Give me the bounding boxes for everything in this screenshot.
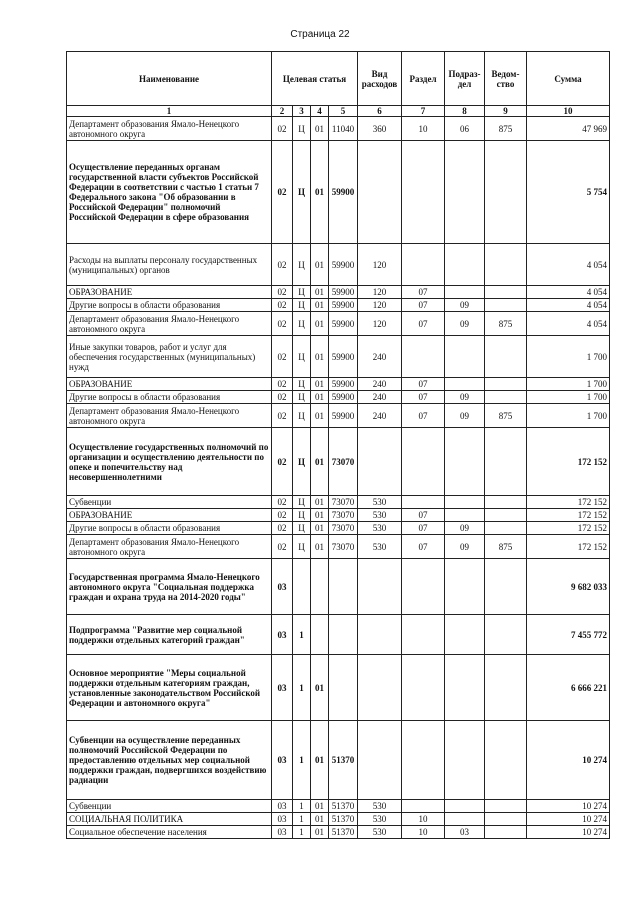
row-program-code: 02 <box>272 117 293 141</box>
row-direction-code: 51370 <box>329 813 358 826</box>
row-subprogram-code: 1 <box>293 800 311 813</box>
row-program-code: 02 <box>272 312 293 336</box>
row-expense-type: 530 <box>358 509 402 522</box>
row-section: 07 <box>402 286 445 299</box>
row-department <box>485 800 527 813</box>
table-row <box>67 299 610 312</box>
column-number-row <box>67 106 610 117</box>
column-number: 2 <box>272 106 293 117</box>
row-expense-type: 120 <box>358 299 402 312</box>
row-subprogram-code: 1 <box>293 655 311 721</box>
row-subsection: 09 <box>445 404 485 428</box>
row-amount: 10 274 <box>527 813 610 826</box>
row-department: 875 <box>485 535 527 559</box>
row-expense-type: 240 <box>358 391 402 404</box>
row-event-code: 01 <box>311 244 329 286</box>
row-program-code: 03 <box>272 800 293 813</box>
row-subprogram-code: Ц <box>293 391 311 404</box>
row-expense-type: 120 <box>358 312 402 336</box>
table-row <box>67 336 610 378</box>
table-row <box>67 509 610 522</box>
row-department <box>485 721 527 800</box>
table-row <box>67 378 610 391</box>
row-expense-type: 240 <box>358 404 402 428</box>
row-program-code: 03 <box>272 813 293 826</box>
row-event-code: 01 <box>311 509 329 522</box>
header-target-article: Целевая статья <box>272 52 358 106</box>
row-direction-code: 59900 <box>329 404 358 428</box>
row-event-code: 01 <box>311 391 329 404</box>
table-row <box>67 244 610 286</box>
row-expense-type: 120 <box>358 286 402 299</box>
row-name: Основное мероприятие "Меры социальной поддержки отдельным категориям граждан, установленные законодательством Российской Федерации и автономного округа" <box>67 655 272 721</box>
table-row <box>67 655 610 721</box>
row-department <box>485 244 527 286</box>
row-section <box>402 244 445 286</box>
row-department <box>485 141 527 244</box>
row-subprogram-code: Ц <box>293 522 311 535</box>
row-direction-code: 51370 <box>329 826 358 839</box>
row-subprogram-code: Ц <box>293 299 311 312</box>
row-amount: 172 152 <box>527 535 610 559</box>
row-program-code: 02 <box>272 141 293 244</box>
row-department <box>485 813 527 826</box>
row-subprogram-code: 1 <box>293 721 311 800</box>
row-amount: 1 700 <box>527 336 610 378</box>
row-direction-code: 59900 <box>329 378 358 391</box>
row-section <box>402 428 445 496</box>
row-subprogram-code: Ц <box>293 404 311 428</box>
row-program-code: 03 <box>272 826 293 839</box>
row-section <box>402 496 445 509</box>
row-event-code: 01 <box>311 404 329 428</box>
row-name: Осуществление государственных полномочий по организации и осуществлению деятельности по опеке и попечительству над несовершеннолетними <box>67 428 272 496</box>
row-program-code: 03 <box>272 615 293 655</box>
page-number-label: Страница 22 <box>290 29 350 40</box>
row-amount: 10 274 <box>527 721 610 800</box>
row-expense-type <box>358 721 402 800</box>
row-amount: 5 754 <box>527 141 610 244</box>
row-program-code: 02 <box>272 336 293 378</box>
row-program-code: 03 <box>272 721 293 800</box>
row-name: Субвенции <box>67 800 272 813</box>
row-section: 07 <box>402 509 445 522</box>
row-name: Субвенции <box>67 496 272 509</box>
row-direction-code: 59900 <box>329 141 358 244</box>
row-amount: 4 054 <box>527 286 610 299</box>
table-body <box>67 117 610 839</box>
row-direction-code: 59900 <box>329 299 358 312</box>
row-name: Департамент образования Ямало-Ненецкого автономного округа <box>67 535 272 559</box>
row-department <box>485 496 527 509</box>
row-subprogram-code: Ц <box>293 509 311 522</box>
row-subsection: 09 <box>445 522 485 535</box>
row-section <box>402 559 445 615</box>
row-name: Другие вопросы в области образования <box>67 522 272 535</box>
row-direction-code: 73070 <box>329 522 358 535</box>
row-subsection <box>445 509 485 522</box>
row-expense-type: 240 <box>358 378 402 391</box>
table-row <box>67 312 610 336</box>
row-name: Департамент образования Ямало-Ненецкого автономного округа <box>67 117 272 141</box>
row-expense-type: 120 <box>358 244 402 286</box>
row-subprogram-code: Ц <box>293 286 311 299</box>
row-department: 875 <box>485 312 527 336</box>
row-event-code: 01 <box>311 312 329 336</box>
row-department <box>485 655 527 721</box>
row-amount: 9 682 033 <box>527 559 610 615</box>
row-amount: 4 054 <box>527 312 610 336</box>
row-program-code: 02 <box>272 509 293 522</box>
row-subprogram-code: Ц <box>293 141 311 244</box>
row-department: 875 <box>485 117 527 141</box>
row-program-code: 02 <box>272 244 293 286</box>
row-subsection <box>445 655 485 721</box>
table-row <box>67 721 610 800</box>
row-amount: 1 700 <box>527 404 610 428</box>
row-event-code: 01 <box>311 428 329 496</box>
table-row <box>67 286 610 299</box>
row-subsection <box>445 141 485 244</box>
row-section <box>402 141 445 244</box>
row-section: 07 <box>402 391 445 404</box>
row-department <box>485 509 527 522</box>
table-row <box>67 800 610 813</box>
row-event-code: 01 <box>311 813 329 826</box>
header-amount: Сумма <box>527 52 610 106</box>
row-section: 10 <box>402 826 445 839</box>
row-name: ОБРАЗОВАНИЕ <box>67 286 272 299</box>
row-subprogram-code: Ц <box>293 378 311 391</box>
table-row <box>67 428 610 496</box>
table-row <box>67 496 610 509</box>
row-subsection <box>445 800 485 813</box>
table-row <box>67 559 610 615</box>
row-department <box>485 336 527 378</box>
header-expense-type: Вид расходов <box>358 52 402 106</box>
row-amount: 10 274 <box>527 800 610 813</box>
row-direction-code <box>329 559 358 615</box>
row-program-code: 02 <box>272 378 293 391</box>
column-number: 3 <box>293 106 311 117</box>
row-department: 875 <box>485 404 527 428</box>
row-program-code: 03 <box>272 655 293 721</box>
row-subsection <box>445 813 485 826</box>
row-amount: 6 666 221 <box>527 655 610 721</box>
row-section <box>402 655 445 721</box>
row-event-code: 01 <box>311 117 329 141</box>
row-section: 07 <box>402 535 445 559</box>
row-subsection <box>445 428 485 496</box>
row-amount: 172 152 <box>527 428 610 496</box>
row-expense-type: 530 <box>358 535 402 559</box>
header-subsection: Подраз-дел <box>445 52 485 106</box>
row-event-code: 01 <box>311 721 329 800</box>
row-subsection: 09 <box>445 312 485 336</box>
row-subsection: 03 <box>445 826 485 839</box>
row-section: 07 <box>402 312 445 336</box>
row-expense-type <box>358 655 402 721</box>
row-program-code: 02 <box>272 391 293 404</box>
row-department <box>485 559 527 615</box>
row-direction-code: 73070 <box>329 428 358 496</box>
row-department <box>485 299 527 312</box>
row-event-code: 01 <box>311 286 329 299</box>
row-direction-code: 73070 <box>329 496 358 509</box>
row-direction-code: 51370 <box>329 721 358 800</box>
row-direction-code <box>329 615 358 655</box>
row-event-code: 01 <box>311 141 329 244</box>
row-subsection <box>445 336 485 378</box>
column-number: 6 <box>358 106 402 117</box>
row-expense-type: 530 <box>358 813 402 826</box>
table-row <box>67 391 610 404</box>
row-direction-code: 59900 <box>329 244 358 286</box>
row-subprogram-code: 1 <box>293 826 311 839</box>
row-subprogram-code: Ц <box>293 244 311 286</box>
row-department <box>485 428 527 496</box>
table-row <box>67 141 610 244</box>
row-direction-code: 59900 <box>329 336 358 378</box>
header-section: Раздел <box>402 52 445 106</box>
row-program-code: 02 <box>272 299 293 312</box>
row-section: 07 <box>402 299 445 312</box>
table-row <box>67 813 610 826</box>
row-subprogram-code <box>293 559 311 615</box>
row-subsection <box>445 496 485 509</box>
row-section <box>402 615 445 655</box>
table-row <box>67 522 610 535</box>
row-direction-code: 51370 <box>329 800 358 813</box>
row-event-code: 01 <box>311 535 329 559</box>
row-program-code: 02 <box>272 535 293 559</box>
row-expense-type: 530 <box>358 826 402 839</box>
row-expense-type: 360 <box>358 117 402 141</box>
row-name: Государственная программа Ямало-Ненецкого автономного округа "Социальная поддержка граждан и охрана труда на 2014-2020 годы" <box>67 559 272 615</box>
row-amount: 1 700 <box>527 391 610 404</box>
row-event-code <box>311 559 329 615</box>
row-name: ОБРАЗОВАНИЕ <box>67 378 272 391</box>
row-subsection: 09 <box>445 299 485 312</box>
row-subprogram-code: Ц <box>293 496 311 509</box>
table-row <box>67 117 610 141</box>
row-subprogram-code: Ц <box>293 535 311 559</box>
row-section <box>402 336 445 378</box>
row-amount: 4 054 <box>527 244 610 286</box>
row-direction-code: 59900 <box>329 391 358 404</box>
column-number: 9 <box>485 106 527 117</box>
row-event-code: 01 <box>311 299 329 312</box>
column-number: 1 <box>67 106 272 117</box>
row-expense-type <box>358 559 402 615</box>
row-section: 10 <box>402 813 445 826</box>
header-row <box>67 52 610 106</box>
row-program-code: 02 <box>272 522 293 535</box>
row-subsection <box>445 721 485 800</box>
row-direction-code: 59900 <box>329 312 358 336</box>
row-subsection: 09 <box>445 535 485 559</box>
row-program-code: 03 <box>272 559 293 615</box>
header-name: Наименование <box>67 52 272 106</box>
row-name: Другие вопросы в области образования <box>67 391 272 404</box>
row-name: Департамент образования Ямало-Ненецкого автономного округа <box>67 404 272 428</box>
budget-table <box>66 51 610 839</box>
row-program-code: 02 <box>272 404 293 428</box>
row-expense-type: 240 <box>358 336 402 378</box>
row-direction-code: 59900 <box>329 286 358 299</box>
header-department: Ведом-ство <box>485 52 527 106</box>
row-amount: 10 274 <box>527 826 610 839</box>
row-amount: 172 152 <box>527 522 610 535</box>
row-subsection <box>445 378 485 391</box>
row-name: ОБРАЗОВАНИЕ <box>67 509 272 522</box>
row-subprogram-code: 1 <box>293 813 311 826</box>
row-expense-type <box>358 428 402 496</box>
row-event-code: 01 <box>311 496 329 509</box>
row-department <box>485 826 527 839</box>
row-amount: 1 700 <box>527 378 610 391</box>
row-section: 10 <box>402 117 445 141</box>
table-row <box>67 535 610 559</box>
row-program-code: 02 <box>272 428 293 496</box>
row-event-code <box>311 615 329 655</box>
row-amount: 4 054 <box>527 299 610 312</box>
row-event-code: 01 <box>311 800 329 813</box>
column-number: 5 <box>329 106 358 117</box>
row-subprogram-code: Ц <box>293 117 311 141</box>
row-subsection <box>445 286 485 299</box>
row-name: Департамент образования Ямало-Ненецкого автономного округа <box>67 312 272 336</box>
row-name: Социальное обеспечение населения <box>67 826 272 839</box>
row-amount: 7 455 772 <box>527 615 610 655</box>
row-subprogram-code: Ц <box>293 336 311 378</box>
row-section <box>402 800 445 813</box>
row-department <box>485 615 527 655</box>
row-amount: 47 969 <box>527 117 610 141</box>
row-event-code: 01 <box>311 655 329 721</box>
row-section: 07 <box>402 378 445 391</box>
row-direction-code: 73070 <box>329 535 358 559</box>
row-subsection <box>445 244 485 286</box>
row-program-code: 02 <box>272 496 293 509</box>
column-number: 4 <box>311 106 329 117</box>
row-name: Субвенции на осуществление переданных полномочий Российской Федерации по предоставлению отдельных мер социальной поддержки граждан, подвергшихся воздействию радиации <box>67 721 272 800</box>
row-name: Подпрограмма "Развитие мер социальной поддержки отдельных категорий граждан" <box>67 615 272 655</box>
row-expense-type: 530 <box>358 496 402 509</box>
row-subsection: 09 <box>445 391 485 404</box>
row-subsection <box>445 559 485 615</box>
row-expense-type <box>358 141 402 244</box>
table-row <box>67 404 610 428</box>
row-expense-type: 530 <box>358 800 402 813</box>
row-direction-code: 73070 <box>329 509 358 522</box>
row-event-code: 01 <box>311 378 329 391</box>
row-department <box>485 391 527 404</box>
row-section: 07 <box>402 404 445 428</box>
row-event-code: 01 <box>311 522 329 535</box>
row-name: Иные закупки товаров, работ и услуг для обеспечения государственных (муниципальных) нужд <box>67 336 272 378</box>
row-program-code: 02 <box>272 286 293 299</box>
row-section <box>402 721 445 800</box>
row-direction-code <box>329 655 358 721</box>
row-event-code: 01 <box>311 826 329 839</box>
table-row <box>67 615 610 655</box>
row-subsection: 06 <box>445 117 485 141</box>
row-subprogram-code: Ц <box>293 312 311 336</box>
column-number: 8 <box>445 106 485 117</box>
row-department <box>485 286 527 299</box>
row-name: СОЦИАЛЬНАЯ ПОЛИТИКА <box>67 813 272 826</box>
row-department <box>485 378 527 391</box>
row-section: 07 <box>402 522 445 535</box>
column-number: 7 <box>402 106 445 117</box>
row-expense-type: 530 <box>358 522 402 535</box>
row-department <box>485 522 527 535</box>
row-amount: 172 152 <box>527 496 610 509</box>
row-subprogram-code: Ц <box>293 428 311 496</box>
row-name: Расходы на выплаты персоналу государственных (муниципальных) органов <box>67 244 272 286</box>
column-number: 10 <box>527 106 610 117</box>
row-event-code: 01 <box>311 336 329 378</box>
row-direction-code: 11040 <box>329 117 358 141</box>
row-expense-type <box>358 615 402 655</box>
row-amount: 172 152 <box>527 509 610 522</box>
row-subprogram-code: 1 <box>293 615 311 655</box>
row-name: Другие вопросы в области образования <box>67 299 272 312</box>
table-row <box>67 826 610 839</box>
row-name: Осуществление переданных органам государственной власти субъектов Российской Федерации в соответствии с частью 1 статьи 7 Федерального закона "Об образовании в Российской Федерации" полномочий Российской Федерации в сфере образования <box>67 141 272 244</box>
row-subsection <box>445 615 485 655</box>
